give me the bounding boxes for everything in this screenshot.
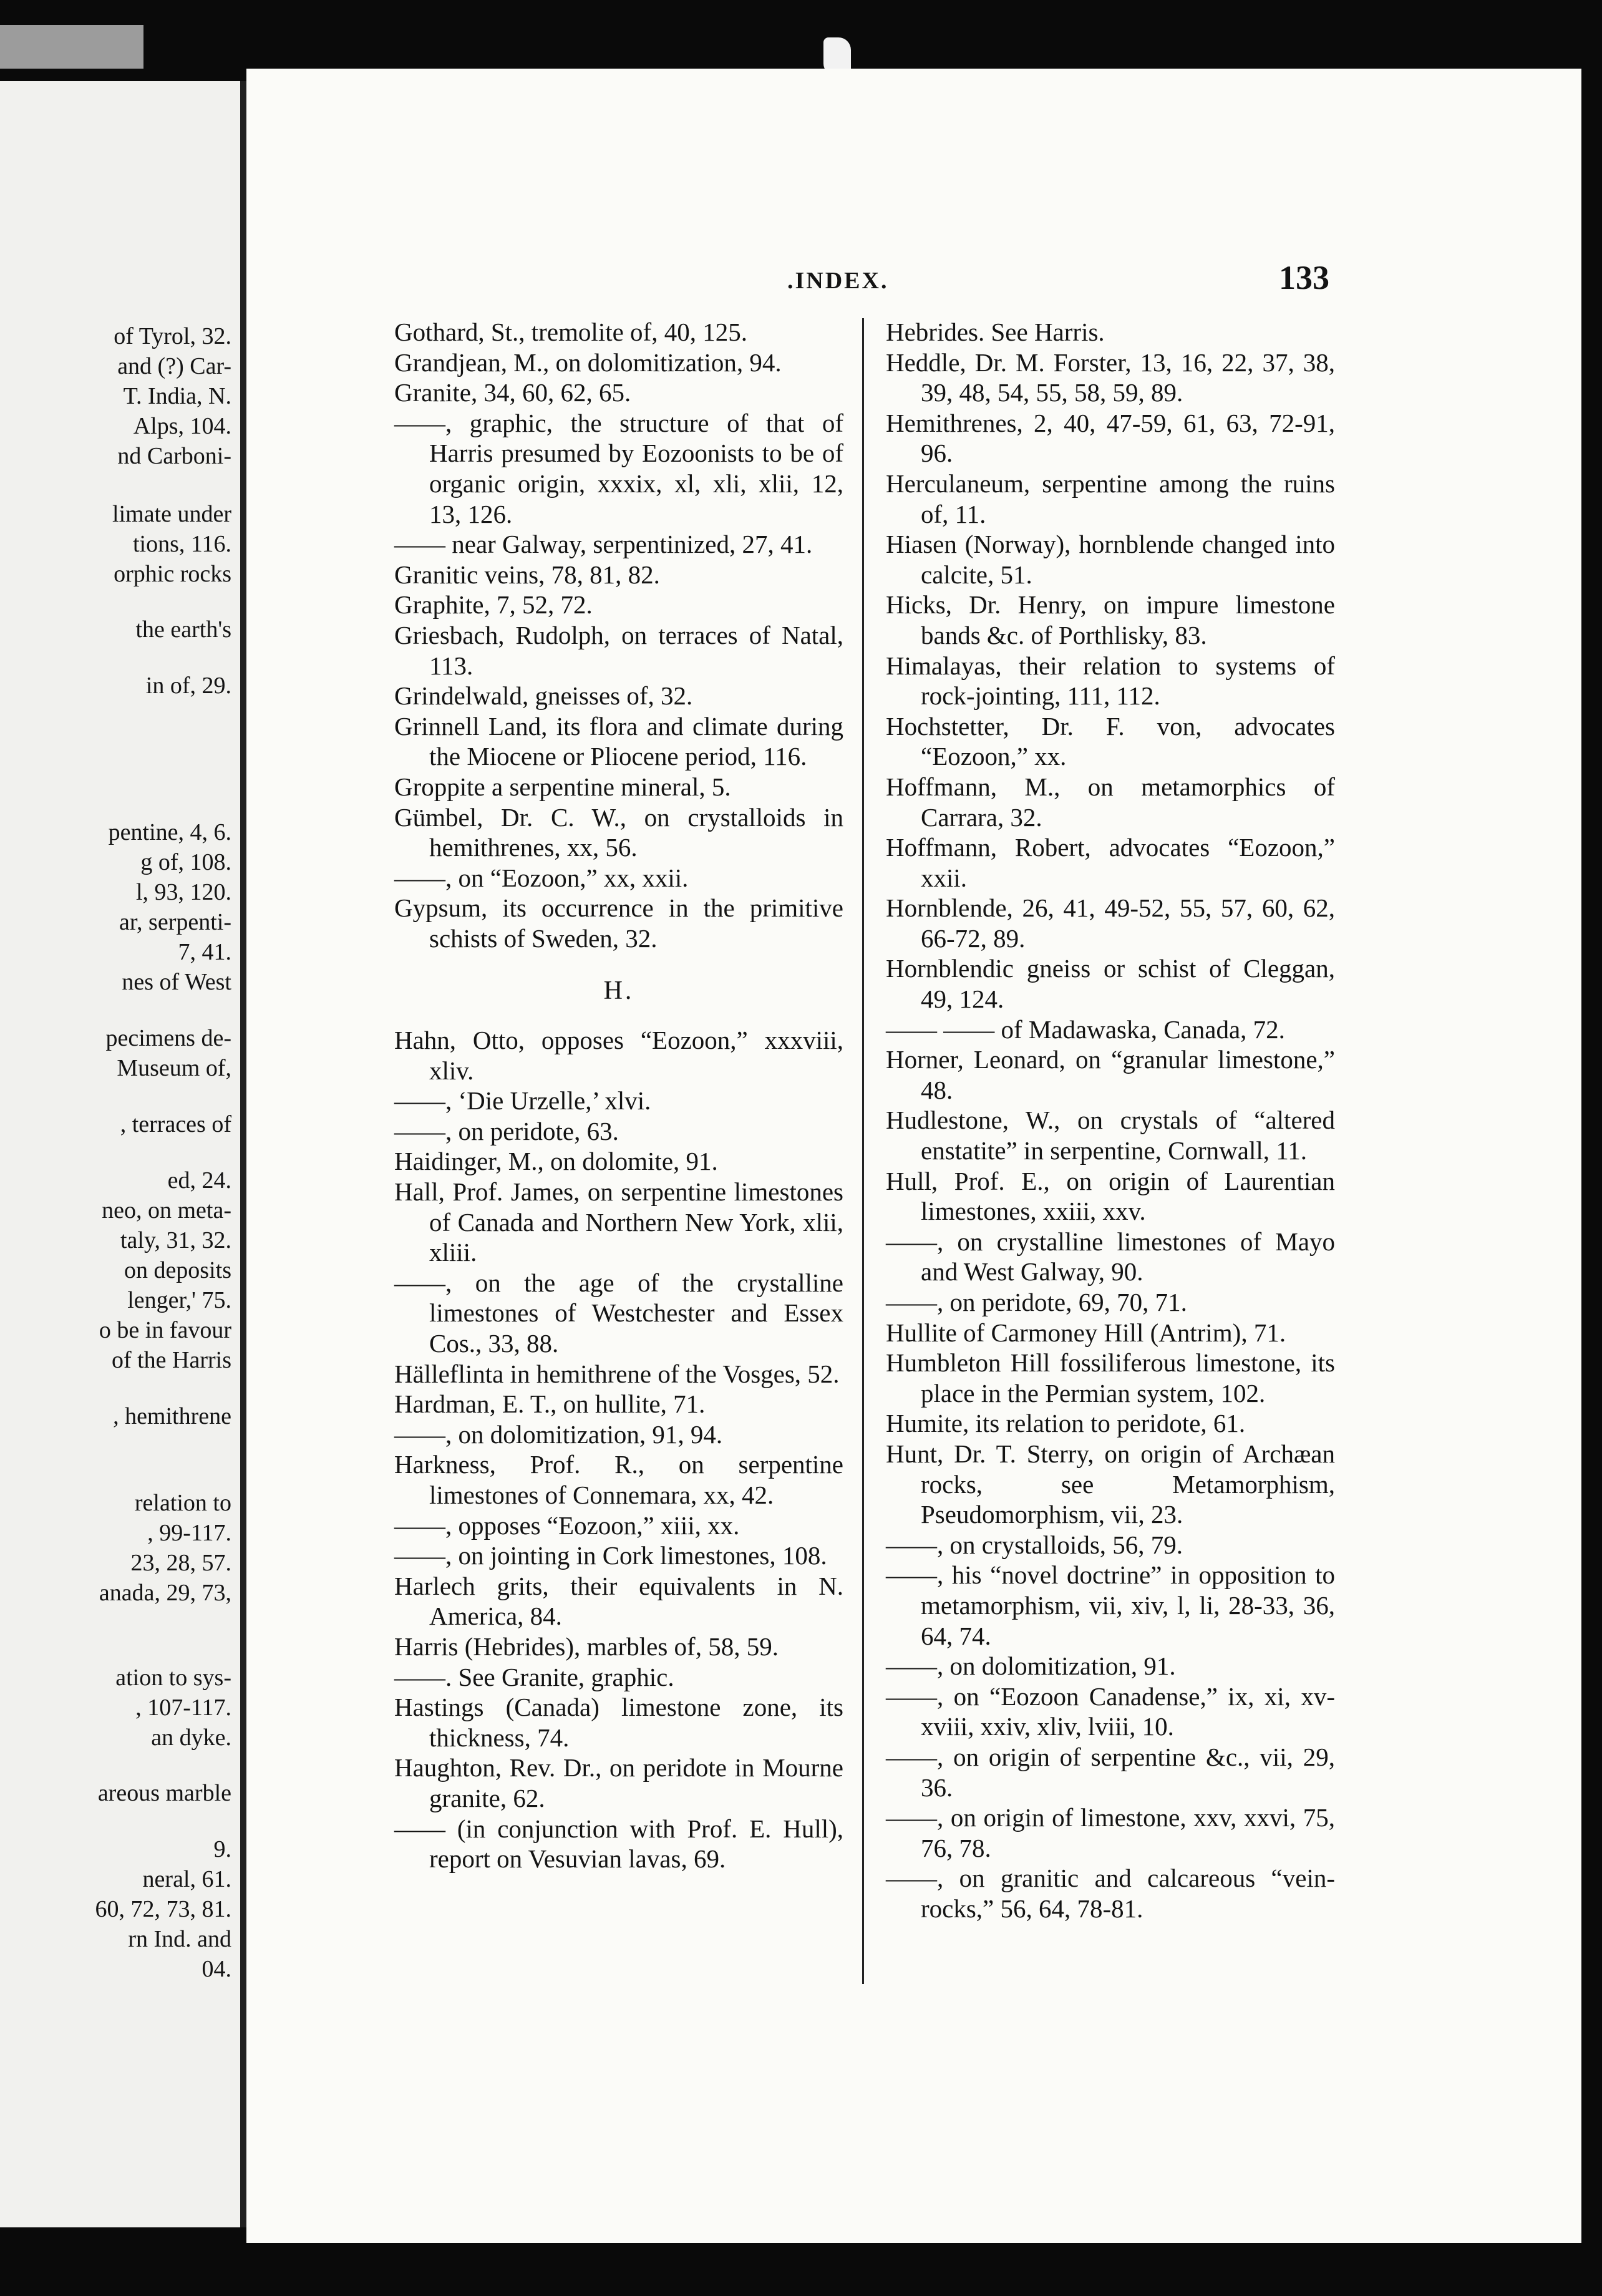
index-entry: Graphite, 7, 52, 72.	[394, 590, 593, 620]
index-entry: ——, on dolomitization, 91, 94.	[394, 1419, 723, 1449]
index-entry: ——, his “novel doctrine” in opposition to metamorphism, vii, xiv, l, li, 28-33, 36, 64, 74.	[886, 1560, 1335, 1650]
facing-page-line: areous marble	[97, 1780, 231, 1806]
index-entry: Heddle, Dr. M. Forster, 13, 16, 22, 37, 38, 39, 48, 54, 55, 58, 59, 89.	[886, 348, 1335, 407]
index-entry: ——, graphic, the structure of that of Harris presumed by Eozoonists to be of organic origin, xxxix, xl, xli, xlii, 12, 13, 126.	[394, 408, 843, 528]
facing-page-line: nes of West	[122, 969, 231, 995]
index-entry: Hudlestone, W., on crystals of “altered enstatite” in serpentine, Cornwall, 11.	[886, 1106, 1335, 1165]
index-entry: ——, on origin of serpentine &c., vii, 29, 36.	[886, 1742, 1335, 1802]
index-entry: Hastings (Canada) limestone zone, its thickness, 74.	[394, 1693, 843, 1752]
running-head: .INDEX.	[787, 268, 889, 294]
facing-page-line: nd Carboni-	[117, 443, 231, 469]
facing-page-line: limate under	[112, 501, 231, 527]
index-entry: ——, on origin of limestone, xxv, xxvi, 75, 76, 78.	[886, 1803, 1335, 1862]
facing-page-line: pentine, 4, 6.	[108, 819, 231, 845]
facing-page-line: the earth's	[135, 616, 231, 643]
index-entry: ——, on dolomitization, 91.	[886, 1651, 1176, 1681]
index-entry: Horner, Leonard, on “granular limestone,” 48.	[886, 1045, 1335, 1104]
index-entry: ——, on “Eozoon,” xx, xxii.	[394, 863, 689, 892]
index-entry: Humbleton Hill fossiliferous limestone, its place in the Permian system, 102.	[886, 1348, 1335, 1408]
index-entry: Hardman, E. T., on hullite, 71.	[394, 1389, 706, 1419]
index-entry: Granite, 34, 60, 62, 65.	[394, 378, 631, 407]
index-entry: Grandjean, M., on dolomitization, 94.	[394, 348, 782, 377]
facing-page-line: taly, 31, 32.	[120, 1227, 231, 1253]
index-entry: Haidinger, M., on dolomite, 91.	[394, 1147, 718, 1176]
index-entry: Hoffmann, Robert, advocates “Eozoon,” xxii.	[886, 833, 1335, 892]
index-entry: ——, on the age of the crystalline limestones of Westchester and Essex Cos., 33, 88.	[394, 1268, 843, 1358]
column-divider	[862, 318, 864, 1984]
index-entry: Hornblende, 26, 41, 49-52, 55, 57, 60, 62, 66-72, 89.	[886, 893, 1335, 953]
index-entry: Harlech grits, their equivalents in N. America, 84.	[394, 1571, 843, 1631]
index-entry: —— near Galway, serpentinized, 27, 41.	[394, 530, 813, 559]
facing-page-line: and (?) Car-	[117, 353, 231, 379]
facing-page-line: o be in favour	[99, 1317, 231, 1343]
facing-page-line: tions, 116.	[133, 531, 231, 557]
page-number: 133	[1279, 259, 1329, 296]
facing-page-line: Museum of,	[117, 1055, 231, 1081]
index-entry: Hoffmann, M., on metamorphics of Carrara, 32.	[886, 772, 1335, 832]
facing-page-line: Alps, 104.	[133, 413, 231, 439]
facing-page-text	[0, 81, 240, 2227]
facing-page-line: pecimens de-	[105, 1025, 231, 1051]
facing-page-line: of Tyrol, 32.	[114, 323, 231, 349]
section-heading: H.	[603, 976, 634, 1006]
index-entry: Hornblendic gneiss or schist of Cleggan, 49, 124.	[886, 954, 1335, 1014]
facing-page-line: rn Ind. and	[128, 1926, 231, 1952]
facing-page-line: neral, 61.	[142, 1866, 231, 1892]
index-entry: ——. See Granite, graphic.	[394, 1662, 674, 1691]
facing-page-line: relation to	[134, 1490, 231, 1516]
index-entry: Hochstetter, Dr. F. von, advocates “Eozoon,” xx.	[886, 711, 1335, 771]
facing-page-line: , 107-117.	[135, 1695, 231, 1721]
index-entry: Hälleflinta in hemithrene of the Vosges, 52.	[394, 1359, 840, 1388]
facing-page-line: on deposits	[124, 1257, 231, 1283]
facing-page-line: in of, 29.	[145, 673, 231, 699]
index-entry: Griesbach, Rudolph, on terraces of Natal, 113.	[394, 620, 843, 680]
facing-page-line: g of, 108.	[140, 849, 231, 875]
facing-page-line: , 99-117.	[147, 1520, 231, 1546]
index-entry: Granitic veins, 78, 81, 82.	[394, 560, 660, 589]
facing-page-line: anada, 29, 73,	[99, 1580, 231, 1606]
index-entry: —— —— of Madawaska, Canada, 72.	[886, 1014, 1285, 1044]
index-entry: Hebrides. See Harris.	[886, 318, 1105, 346]
facing-page-line: 9.	[213, 1836, 231, 1862]
index-entry: Hemithrenes, 2, 40, 47-59, 61, 63, 72-91, 96.	[886, 408, 1335, 468]
index-entry: Hunt, Dr. T. Sterry, on origin of Archæan rocks, see Metamorphism, Pseudomorphism, vii, 23.	[886, 1439, 1335, 1529]
facing-page-line: ed, 24.	[167, 1167, 231, 1194]
index-entry: Grindelwald, gneisses of, 32.	[394, 681, 693, 711]
facing-page-line: 04.	[201, 1956, 231, 1982]
facing-page-line: neo, on meta-	[102, 1197, 231, 1223]
index-entry: ——, opposes “Eozoon,” xiii, xx.	[394, 1510, 740, 1540]
index-entry: Hicks, Dr. Henry, on impure limestone bands &c. of Porthlisky, 83.	[886, 590, 1335, 649]
scan-margin-band	[0, 25, 143, 69]
index-column-right	[886, 317, 1335, 1924]
facing-page-line: of the Harris	[111, 1347, 231, 1373]
facing-page-line: orphic rocks	[114, 561, 231, 587]
index-entry: Gümbel, Dr. C. W., on crystalloids in hemithrenes, xx, 56.	[394, 802, 843, 862]
index-entry: ——, on peridote, 69, 70, 71.	[886, 1288, 1187, 1316]
facing-page-line: lenger,' 75.	[127, 1287, 231, 1313]
index-entry: Groppite a serpentine mineral, 5.	[394, 772, 731, 801]
index-entry: Herculaneum, serpentine among the ruins of, 11.	[886, 469, 1335, 528]
index-entry: Hiasen (Norway), hornblende changed into calcite, 51.	[886, 530, 1335, 589]
index-entry: ——, on granitic and calcareous “vein-rocks,” 56, 64, 78-81.	[886, 1864, 1335, 1923]
index-entry: Hahn, Otto, opposes “Eozoon,” xxxviii, xliv.	[394, 1026, 843, 1085]
index-entry: Hullite of Carmoney Hill (Antrim), 71.	[886, 1318, 1286, 1347]
index-entry: ——, on crystalline limestones of Mayo and West Galway, 90.	[886, 1227, 1335, 1287]
index-entry: ——, on “Eozoon Canadense,” ix, xi, xv-xviii, xxiv, xliv, lviii, 10.	[886, 1681, 1335, 1741]
index-entry: —— (in conjunction with Prof. E. Hull), report on Vesuvian lavas, 69.	[394, 1814, 843, 1874]
facing-page-line: l, 93, 120.	[135, 879, 231, 905]
index-entry: Hull, Prof. E., on origin of Laurentian limestones, xxiii, xxv.	[886, 1166, 1335, 1226]
index-entry: Himalayas, their relation to systems of rock-jointing, 111, 112.	[886, 651, 1335, 711]
index-entry: ——, on jointing in Cork limestones, 108.	[394, 1541, 827, 1570]
index-entry: Harris (Hebrides), marbles of, 58, 59.	[394, 1632, 779, 1661]
facing-page-line: ation to sys-	[115, 1665, 231, 1691]
facing-page-line: an dyke.	[151, 1724, 231, 1751]
facing-page-line: , terraces of	[120, 1111, 231, 1137]
index-entry: Humite, its relation to peridote, 61.	[886, 1409, 1246, 1438]
index-entry: Gothard, St., tremolite of, 40, 125.	[394, 318, 747, 346]
index-entry: ——, ‘Die Urzelle,’ xlvi.	[394, 1086, 651, 1116]
index-entry: Haughton, Rev. Dr., on peridote in Mourne granite, 62.	[394, 1753, 843, 1812]
index-column-left	[394, 317, 843, 1874]
facing-page-line: T. India, N.	[123, 383, 231, 409]
index-entry: ——, on crystalloids, 56, 79.	[886, 1530, 1183, 1559]
facing-page-line: , hemithrene	[113, 1403, 231, 1429]
facing-page-line: 60, 72, 73, 81.	[95, 1896, 231, 1922]
index-entry: Hall, Prof. James, on serpentine limestones of Canada and Northern New York, xlii, xliii.	[394, 1177, 843, 1267]
facing-page-line: 7, 41.	[178, 939, 231, 965]
index-entry: Grinnell Land, its flora and climate during the Miocene or Pliocene period, 116.	[394, 711, 843, 771]
index-entry: ——, on peridote, 63.	[394, 1116, 619, 1146]
facing-page-line: 23, 28, 57.	[130, 1550, 231, 1576]
facing-page-line: ar, serpenti-	[119, 909, 231, 935]
index-entry: Gypsum, its occurrence in the primitive schists of Sweden, 32.	[394, 893, 843, 953]
facing-page-edge	[0, 81, 246, 2227]
index-entry: Harkness, Prof. R., on serpentine limestones of Connemara, xx, 42.	[394, 1450, 843, 1509]
